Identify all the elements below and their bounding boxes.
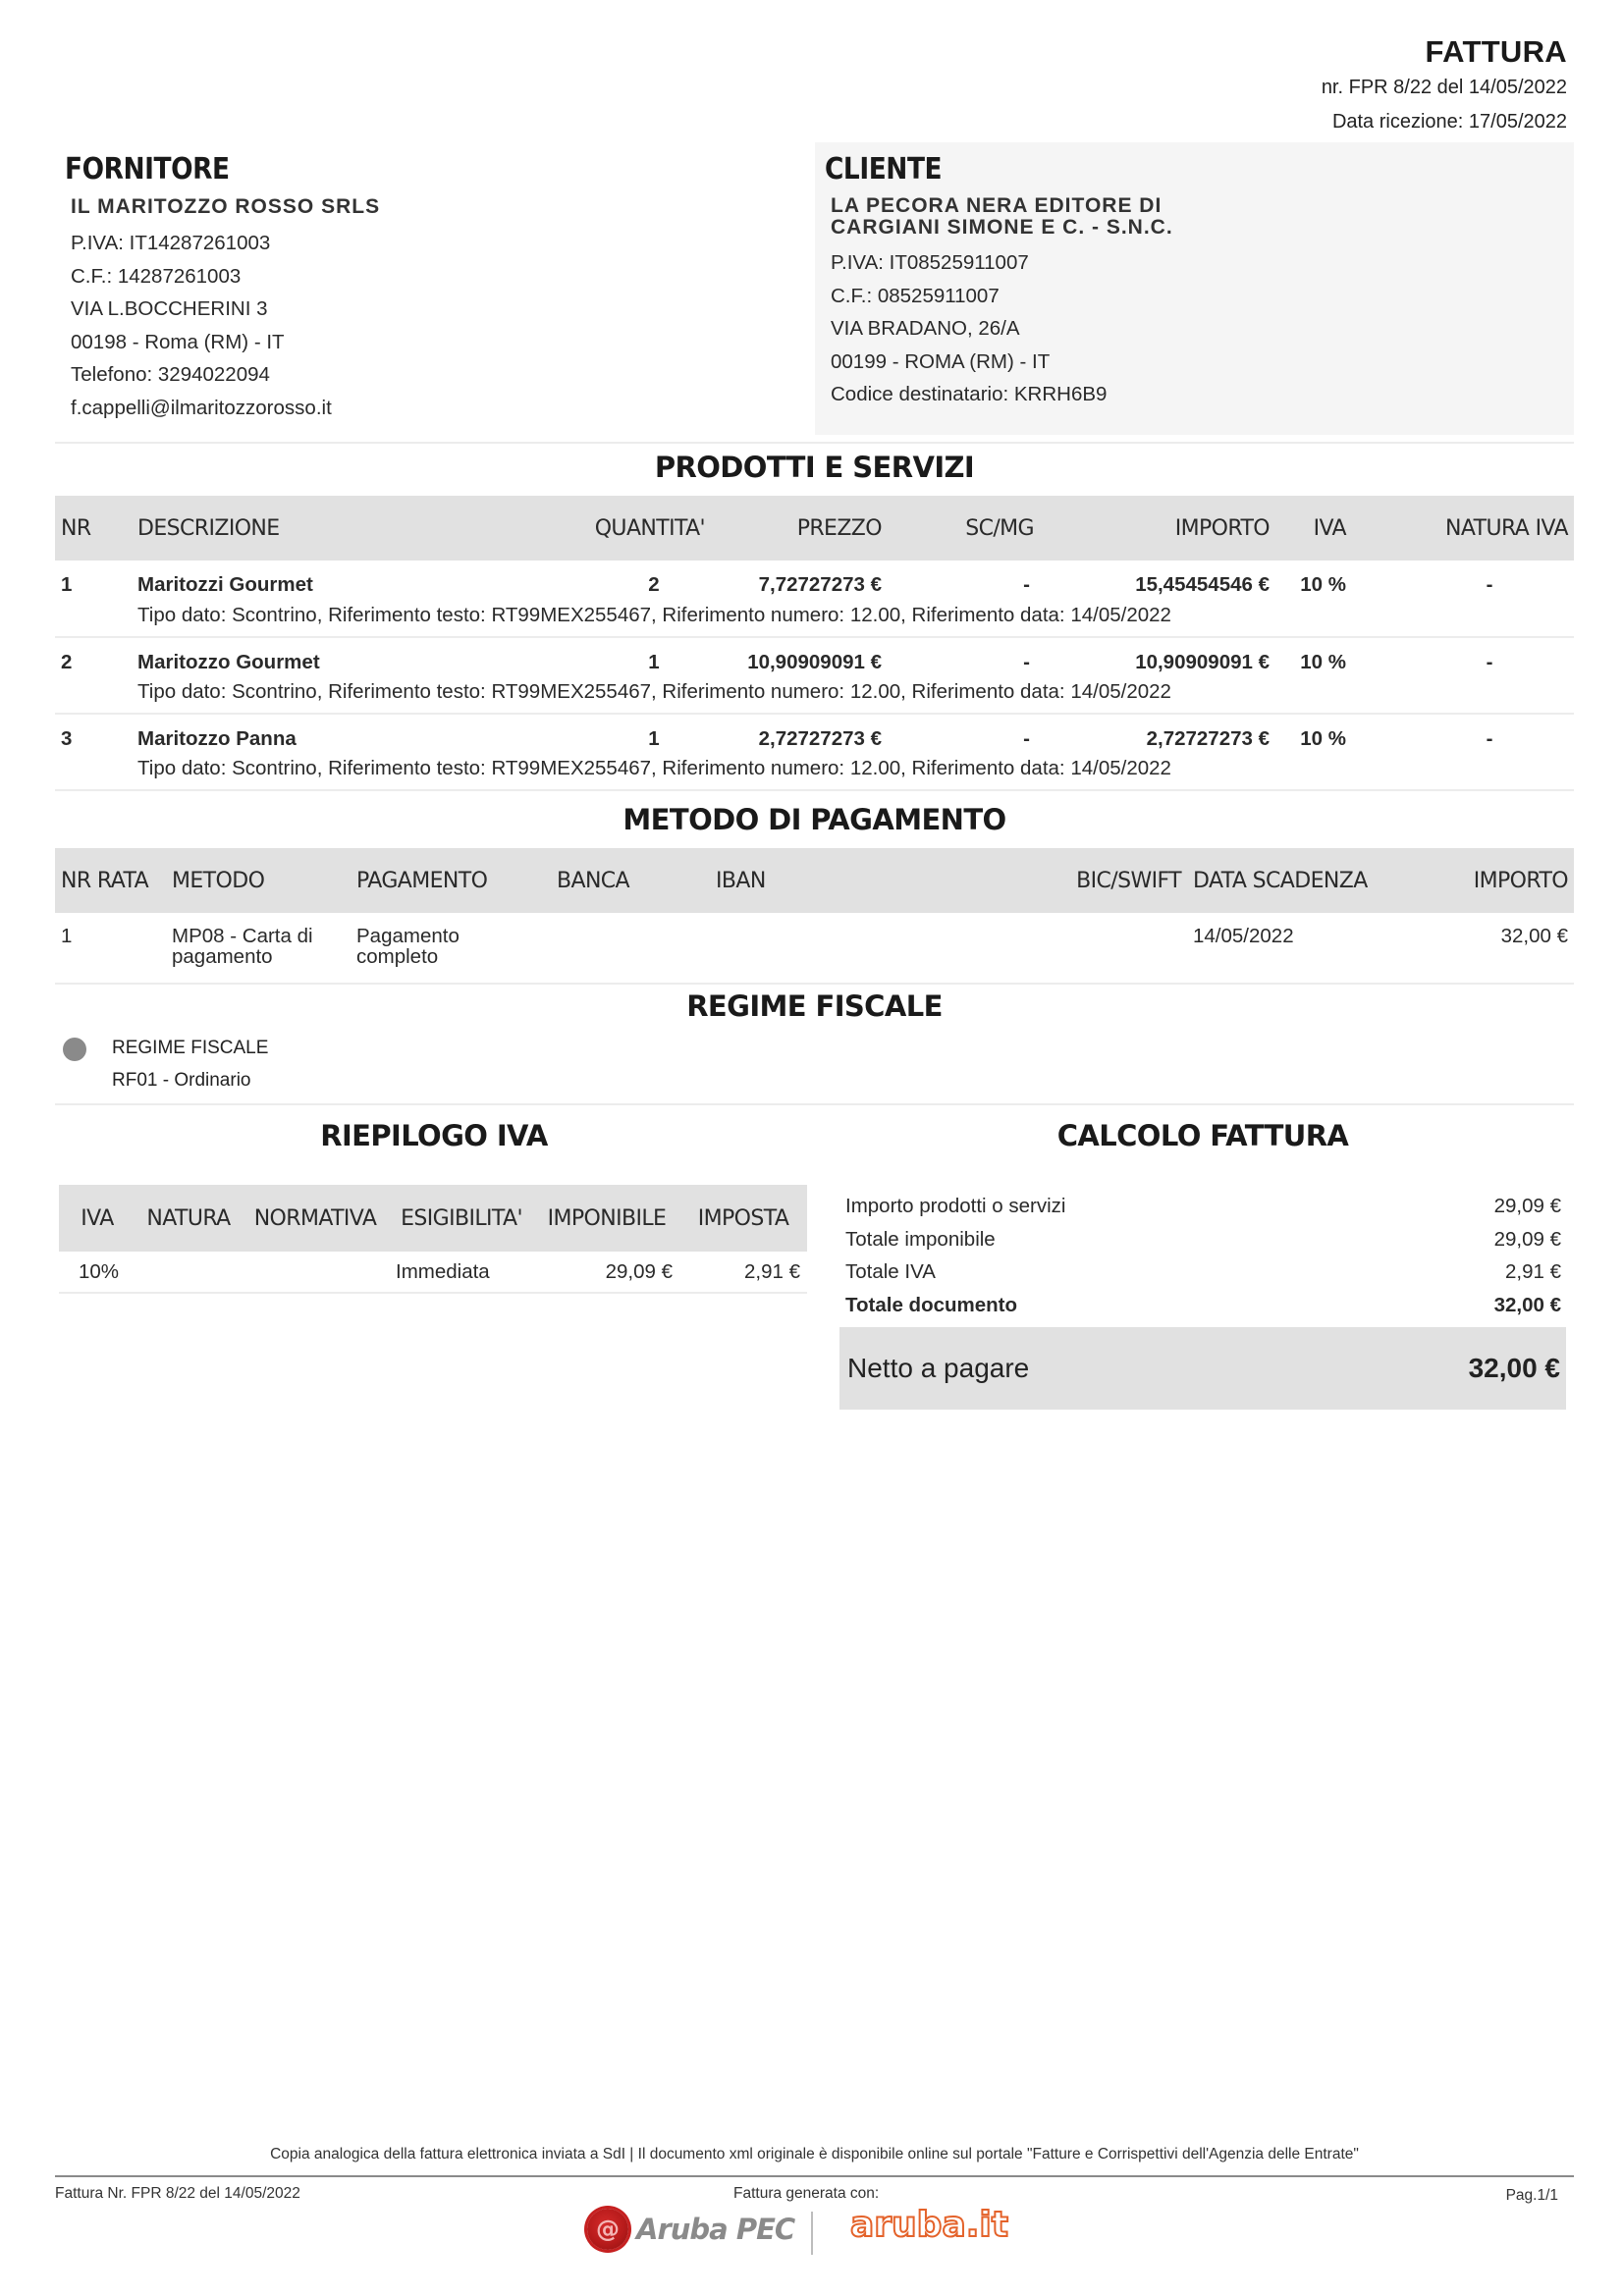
wax-seal-icon: @ (587, 2209, 628, 2250)
calc-row-total (839, 1289, 1566, 1322)
payment-iban (710, 913, 955, 984)
col-esigibilita: ESIGIBILITA' (401, 1205, 522, 1231)
product-discount: - (1023, 573, 1030, 596)
client-fiscal-code: C.F.: 08525911007 (831, 284, 1000, 307)
col-nr: NR (61, 515, 91, 541)
product-vat-nature: - (1486, 726, 1493, 750)
product-quantity: 1 (648, 726, 660, 750)
col-bic: BIC/SWIFT (1076, 868, 1181, 893)
client-city: 00199 - ROMA (RM) - IT (831, 349, 1051, 373)
calc-row-taxable (839, 1223, 1566, 1256)
payment-section-title: METODO DI PAGAMENTO (622, 803, 1006, 836)
calculation-title: CALCOLO FATTURA (1056, 1119, 1349, 1152)
product-vat: 10 % (1300, 650, 1346, 673)
calc-row-products (839, 1190, 1566, 1223)
divider (55, 1103, 1574, 1105)
net-payable-box (839, 1327, 1566, 1410)
products-table (55, 496, 1574, 791)
col-iva: IVA (81, 1205, 114, 1231)
supplier-phone: Telefono: 3294022094 (71, 363, 270, 386)
product-amount: 2,72727273 € (1146, 726, 1270, 750)
product-detail: Tipo dato: Scontrino, Riferimento testo: RT99MEX255467, Riferimento numero: 12.00, Riferimento data: 14/05/2022 (132, 602, 1574, 637)
product-vat: 10 % (1300, 726, 1346, 750)
calc-value: 2,91 € (1505, 1260, 1561, 1283)
vat-summary-table (59, 1185, 807, 1294)
payment-type: Pagamento completo (351, 913, 551, 984)
product-price: 10,90909091 € (747, 650, 882, 673)
payment-header-row (55, 848, 1574, 913)
aruba-pec-logo (587, 2209, 794, 2250)
calc-label: Totale IVA (845, 1260, 936, 1283)
payment-bank (551, 913, 710, 984)
products-header-row (55, 496, 1574, 561)
footer-divider (55, 2175, 1574, 2177)
col-installment: NR RATA (61, 868, 149, 893)
document-header (1322, 33, 1567, 139)
page-number: Pag.1/1 (1505, 2187, 1558, 2204)
calc-label: Importo prodotti o servizi (845, 1195, 1066, 1217)
payment-bic (955, 913, 1187, 984)
client-block (815, 142, 1574, 435)
regime-label: REGIME FISCALE (112, 1038, 269, 1058)
col-discount: SC/MG (965, 515, 1034, 541)
product-price: 7,72727273 € (758, 573, 882, 596)
divider (55, 442, 1574, 444)
client-recipient-code: Codice destinatario: KRRH6B9 (831, 383, 1108, 405)
col-vat: IVA (1313, 515, 1346, 541)
col-payment-amount: IMPORTO (1473, 868, 1568, 893)
supplier-email: f.cappelli@ilmaritozzorosso.it (71, 396, 332, 419)
product-discount: - (1023, 726, 1030, 750)
aruba-it-logo: aruba.it (850, 2205, 1008, 2245)
regime-section-title: REGIME FISCALE (686, 989, 943, 1023)
payment-due-date: 14/05/2022 (1187, 913, 1413, 984)
payment-method: MP08 - Carta di pagamento (166, 913, 351, 984)
product-nr: 1 (61, 573, 73, 596)
supplier-name: IL MARITOZZO ROSSO SRLS (71, 195, 381, 218)
calc-value: 32,00 € (1493, 1293, 1561, 1316)
product-detail-row (55, 755, 1574, 790)
regime-value: RF01 - Ordinario (112, 1070, 251, 1091)
logo-divider (811, 2212, 813, 2255)
client-vat: P.IVA: IT08525911007 (831, 251, 1029, 274)
col-price: PREZZO (796, 515, 882, 541)
product-nr: 3 (61, 726, 73, 750)
product-amount: 10,90909091 € (1135, 650, 1270, 673)
product-nr: 2 (61, 650, 73, 673)
col-quantity: QUANTITA' (594, 515, 705, 541)
client-address: VIA BRADANO, 26/A (831, 317, 1020, 340)
col-imponibile: IMPONIBILE (547, 1205, 667, 1231)
supplier-fiscal-code: C.F.: 14287261003 (71, 264, 242, 288)
net-payable-label: Netto a pagare (847, 1353, 1030, 1383)
product-row (55, 561, 1574, 602)
products-section-title: PRODOTTI E SERVIZI (654, 451, 975, 484)
product-vat-nature: - (1486, 573, 1493, 596)
supplier-title: FORNITORE (65, 152, 230, 187)
col-amount: IMPORTO (1174, 515, 1270, 541)
product-row (55, 637, 1574, 678)
col-description: DESCRIZIONE (137, 515, 280, 541)
footer-note: Copia analogica della fattura elettronica inviata a SdI | Il documento xml originale è disponibile online sul portale "Fatture e Corrispettivi dell'Agenzia delle Entrate" (270, 2146, 1359, 2163)
product-row (55, 714, 1574, 755)
product-description: Maritozzo Gourmet (137, 650, 320, 673)
payment-row (55, 913, 1574, 984)
product-quantity: 2 (648, 573, 660, 596)
product-vat-nature: - (1486, 650, 1493, 673)
summary-chargeability: Immediata (389, 1252, 534, 1293)
vat-summary-header-row (59, 1185, 807, 1252)
client-name: LA PECORA NERA EDITORE DI CARGIANI SIMONE E C. - S.N.C. (831, 194, 1173, 239)
summary-vat: 10% (59, 1252, 135, 1293)
vat-summary-title: RIEPILOGO IVA (320, 1119, 548, 1152)
vat-summary-row (59, 1252, 807, 1293)
product-description: Maritozzo Panna (137, 726, 297, 750)
supplier-vat: P.IVA: IT14287261003 (71, 232, 271, 254)
col-payment: PAGAMENTO (356, 868, 488, 893)
summary-norm (242, 1252, 389, 1293)
calc-value: 29,09 € (1493, 1195, 1561, 1217)
calculation-block (839, 1190, 1566, 1321)
calc-row-vat (839, 1255, 1566, 1289)
summary-nature (135, 1252, 242, 1293)
calc-value: 29,09 € (1493, 1227, 1561, 1251)
product-vat: 10 % (1300, 573, 1346, 596)
col-method: METODO (172, 868, 265, 893)
product-price: 2,72727273 € (758, 726, 882, 750)
calc-label: Totale documento (845, 1293, 1018, 1316)
aruba-pec-text: Aruba PEC (636, 2213, 795, 2246)
footer-generated-with: Fattura generata con: (733, 2185, 880, 2202)
product-discount: - (1023, 650, 1030, 673)
product-description: Maritozzi Gourmet (137, 573, 313, 596)
document-title: FATTURA (1425, 34, 1567, 69)
supplier-address: VIA L.BOCCHERINI 3 (71, 297, 268, 320)
product-quantity: 1 (648, 650, 660, 673)
col-vat-nature: NATURA IVA (1445, 515, 1568, 541)
summary-taxable: 29,09 € (534, 1252, 679, 1293)
payment-installment: 1 (55, 913, 166, 984)
col-due-date: DATA SCADENZA (1193, 868, 1368, 893)
footer-invoice-ref: Fattura Nr. FPR 8/22 del 14/05/2022 (55, 2185, 300, 2202)
invoice-number: nr. FPR 8/22 del 14/05/2022 (1321, 77, 1567, 98)
col-normativa: NORMATIVA (253, 1205, 377, 1231)
col-natura: NATURA (146, 1205, 231, 1231)
product-amount: 15,45454546 € (1135, 573, 1270, 596)
supplier-city: 00198 - Roma (RM) - IT (71, 330, 285, 353)
col-iban: IBAN (716, 868, 766, 893)
product-detail: Tipo dato: Scontrino, Riferimento testo: RT99MEX255467, Riferimento numero: 12.00, Riferimento data: 14/05/2022 (132, 678, 1574, 714)
client-title: CLIENTE (825, 152, 943, 187)
col-imposta: IMPOSTA (697, 1205, 789, 1231)
supplier-block (55, 142, 801, 432)
product-detail-row (55, 678, 1574, 714)
receipt-date: Data ricezione: 17/05/2022 (1331, 111, 1567, 133)
payment-table (55, 848, 1574, 985)
summary-tax: 2,91 € (679, 1252, 807, 1293)
product-detail: Tipo dato: Scontrino, Riferimento testo: RT99MEX255467, Riferimento numero: 12.00, Riferimento data: 14/05/2022 (132, 755, 1574, 790)
net-payable-value: 32,00 € (1468, 1353, 1560, 1383)
calc-label: Totale imponibile (845, 1227, 996, 1251)
col-bank: BANCA (557, 868, 630, 893)
product-detail-row (55, 602, 1574, 637)
payment-amount: 32,00 € (1413, 913, 1574, 984)
bullet-icon (63, 1038, 86, 1061)
